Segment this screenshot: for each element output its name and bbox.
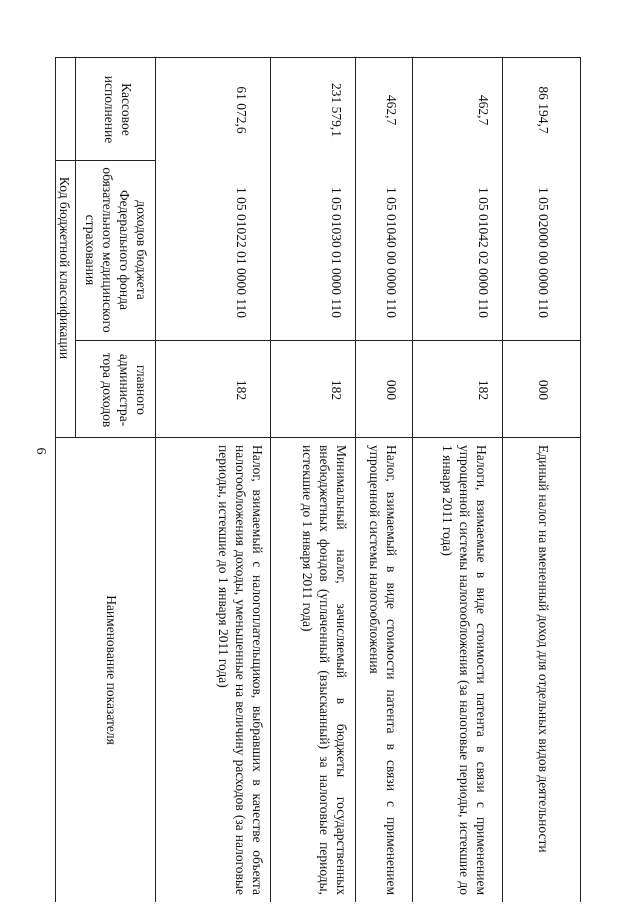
row-1-admin: 182 (234, 379, 249, 401)
row-1-execution: 61 072,6 (234, 86, 249, 134)
grid-line (355, 57, 356, 902)
row-4-execution: 462,7 (476, 94, 491, 126)
grid-line (155, 57, 156, 902)
row-2-income-code: 1 05 01030 01 0000 110 (329, 186, 344, 319)
row-5-income-code: 1 05 02000 00 0000 110 (536, 186, 551, 319)
row-2-execution: 231 579,1 (329, 83, 344, 137)
row-3-admin: 000 (384, 379, 399, 401)
row-4-income-code: 1 05 01042 02 0000 110 (476, 186, 491, 319)
row-2-name: Минимальный налог, зачисляемый в бюджеты государственных внебюджетных фондов (уплаченный (взысканный) за налоговые периоды, истекшие до 1 января 2011 года) (300, 445, 349, 895)
grid-line (75, 57, 76, 437)
admin-header: главного администра-тора доходов (100, 352, 149, 428)
grid-line (412, 57, 413, 902)
income-code-header: доходов бюджета Федерального фонда обязательного медицинского страхования (83, 167, 149, 333)
row-3-execution: 462,7 (384, 94, 399, 126)
row-3-income-code: 1 05 01040 00 0000 110 (384, 186, 399, 319)
grid-line (270, 57, 271, 902)
row-1-income-code: 1 05 01022 01 0000 110 (234, 186, 249, 319)
execution-header: Кассовое исполнение (102, 75, 134, 144)
row-5-admin: 000 (536, 379, 551, 401)
grid-line (580, 57, 581, 902)
page-number: 6 (33, 447, 48, 455)
row-3-name: Налог, взимаемый в виде стоимости патента в связи с применением упрощенной системы налогообложения (367, 445, 399, 895)
row-5-name: Единый налог на вмененный доход для отдельных видов деятельности (536, 445, 551, 853)
row-4-admin: 182 (476, 379, 491, 401)
budget-code-group-header: Код бюджетной классификации (57, 176, 72, 360)
grid-line (75, 340, 580, 341)
row-1-name: Налог, взимаемый с налогоплательщиков, выбравших в качестве объекта налогообложения доходы, уменьшенные на величину расходов (за налоговые периоды, истекшие до 1 января 2011 года) (216, 445, 265, 895)
indicator-name-header: Наименование показателя (104, 595, 119, 745)
row-4-name: Налоги, взимаемые в виде стоимости патента в связи с применением упрощенной системы налогообложения (за налоговые периоды, истекшие до 1 января 2011 года) (440, 445, 489, 895)
grid-line (502, 57, 503, 902)
row-5-execution: 86 194,7 (536, 86, 551, 134)
row-2-admin: 182 (329, 379, 344, 401)
